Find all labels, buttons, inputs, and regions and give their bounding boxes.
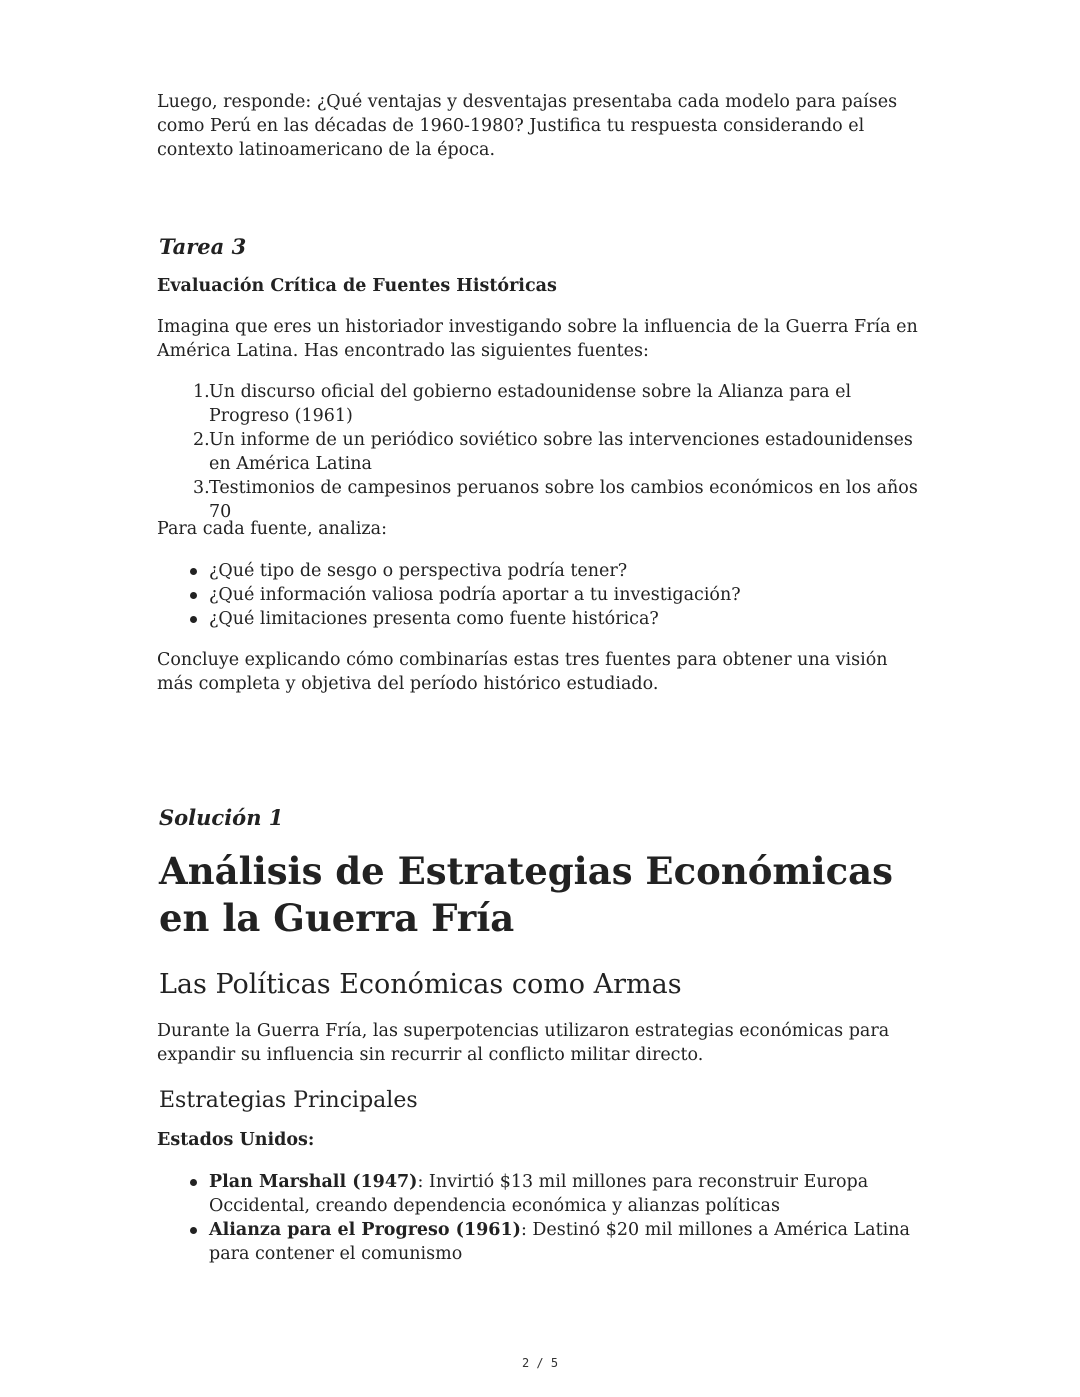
tarea-3-intro: Imagina que eres un historiador investigando sobre la influencia de la Guerra Fría en América Latina. Has encontrado las siguientes fuentes: <box>157 317 918 361</box>
list-item-text: ¿Qué tipo de sesgo o perspectiva podría tener? <box>209 561 628 581</box>
analyze-intro: Para cada fuente, analiza: <box>157 519 387 539</box>
list-number: 3. <box>193 478 210 498</box>
list-item-text: Un discurso oficial del gobierno estadounidense sobre la Alianza para el Progreso (1961) <box>209 382 852 426</box>
bullet-icon <box>190 592 197 599</box>
tarea-3-label: Tarea 3 <box>159 234 247 259</box>
questions-list <box>157 559 927 631</box>
item-bold-title: Plan Marshall (1947) <box>209 1172 418 1192</box>
list-number: 2. <box>193 430 210 450</box>
item-bold-title: Alianza para el Progreso (1961) <box>209 1220 521 1240</box>
sources-list <box>157 380 927 524</box>
list-item-text: : Invirtió $13 mil millones para reconstruir Europa Occidental, creando dependencia económica y alianzas políticas <box>209 1172 869 1216</box>
list-item-text: Un informe de un periódico soviético sobre las intervenciones estadounidenses en América Latina <box>209 430 913 474</box>
solucion-paragraph: Durante la Guerra Fría, las superpotencias utilizaron estrategias económicas para expandir su influencia sin recurrir al conflicto militar directo. <box>157 1021 890 1065</box>
list-item <box>157 1170 927 1218</box>
list-number: 1. <box>193 382 210 402</box>
list-item-text: Testimonios de campesinos peruanos sobre los cambios económicos en los años 70 <box>209 478 918 522</box>
section-subtitle: Las Políticas Económicas como Armas <box>159 969 682 1000</box>
list-item <box>157 428 927 476</box>
list-item-text: : Destinó $20 mil millones a América Latina para contener el comunismo <box>209 1220 910 1264</box>
list-item <box>157 380 927 428</box>
section-heading: Estrategias Principales <box>159 1088 418 1113</box>
list-item <box>157 607 927 631</box>
list-item-text: ¿Qué información valiosa podría aportar a tu investigación? <box>209 585 741 605</box>
list-item-text: ¿Qué limitaciones presenta como fuente histórica? <box>209 609 659 629</box>
page-title: Análisis de Estrategias Económicas en la Guerra Fría <box>159 849 893 940</box>
bullet-icon <box>190 1227 197 1234</box>
conclusion-paragraph: Concluye explicando cómo combinarías estas tres fuentes para obtener una visión más completa y objetiva del período histórico estudiado. <box>157 650 888 694</box>
list-item <box>157 583 927 607</box>
bullet-icon <box>190 1179 197 1186</box>
tarea-3-title: Evaluación Crítica de Fuentes Históricas <box>157 276 557 296</box>
page-number: 2 / 5 <box>521 1356 559 1370</box>
list-item <box>157 1218 927 1266</box>
list-item <box>157 559 927 583</box>
country-label: Estados Unidos: <box>157 1130 315 1150</box>
bullet-icon <box>190 616 197 623</box>
solucion-1-label: Solución 1 <box>159 805 284 830</box>
strategies-list <box>157 1170 927 1266</box>
bullet-icon <box>190 568 197 575</box>
intro-paragraph: Luego, responde: ¿Qué ventajas y desventajas presentaba cada modelo para países como Perú en las décadas de 1960-1980? Justifica tu respuesta considerando el contexto latinoamericano de la época. <box>157 92 898 160</box>
